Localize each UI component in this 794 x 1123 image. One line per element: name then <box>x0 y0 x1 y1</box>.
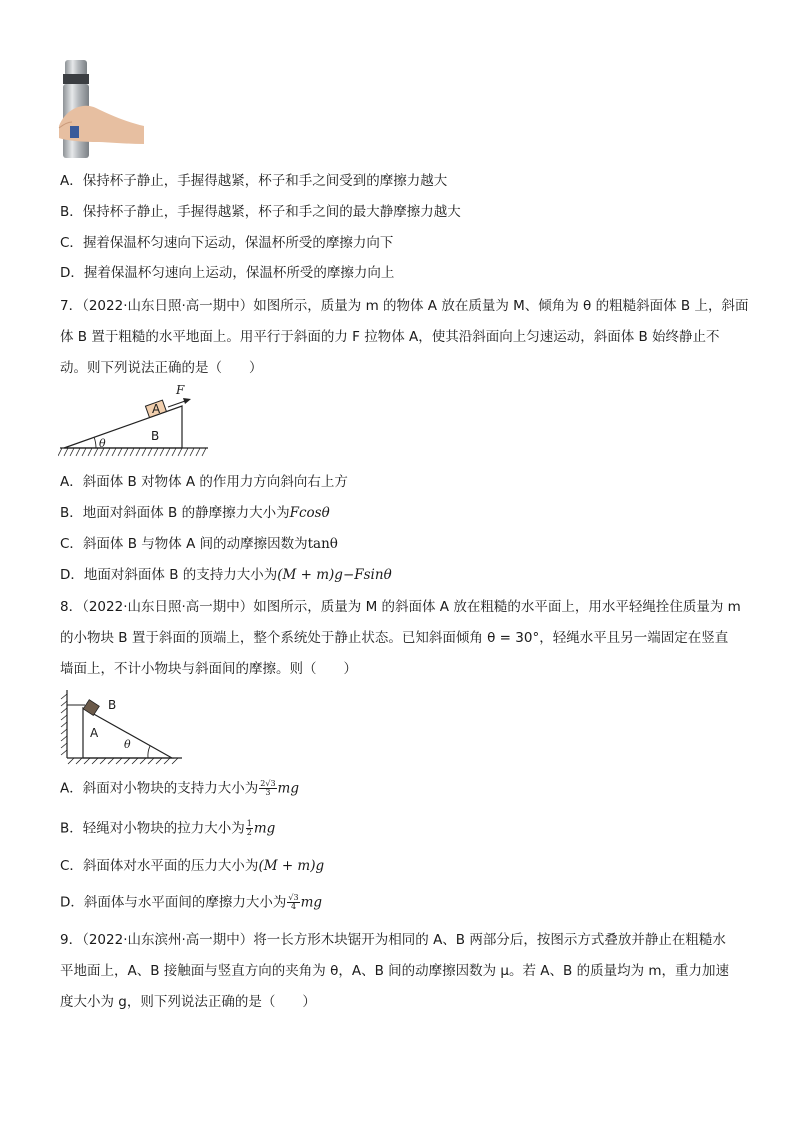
q8-option-c: C．斜面体对水平面的压力大小为(M + m)g <box>60 858 325 874</box>
q8-stem-line1: 8．（2022·山东日照·高一期中）如图所示，质量为 M 的斜面体 A 放在粗糙的水平面上，用水平轻绳拴住质量为 m <box>60 599 741 615</box>
q7-label-theta: θ <box>99 437 106 450</box>
q7-option-d: D．地面对斜面体 B 的支持力大小为(M + m)g−Fsinθ <box>60 567 392 583</box>
q7-option-b: B．地面对斜面体 B 的静摩擦力大小为Fcosθ <box>60 505 330 521</box>
q6-option-b: B．保持杯子静止，手握得越紧，杯子和手之间的最大静摩擦力越大 <box>60 204 461 220</box>
q6-option-c: C．握着保温杯匀速向下运动，保温杯所受的摩擦力向下 <box>60 235 394 251</box>
q7-stem-line3: 动。则下列说法正确的是（ ） <box>60 360 263 376</box>
q6-option-d: D．握着保温杯匀速向上运动，保温杯所受的摩擦力向上 <box>60 265 395 281</box>
q8-wall-incline-diagram <box>58 686 188 766</box>
q7-label-B: B <box>151 429 160 443</box>
q8-option-a: A．斜面对小物块的支持力大小为 $\frac{2√3}{3}$ mg <box>60 779 299 797</box>
q9-stem-line2: 平地面上，A、B 接触面与竖直方向的夹角为 θ，A、B 间的动摩擦因数为 μ。若 A、B 的质量均为 m，重力加速 <box>60 963 730 979</box>
q8-option-b: B．轻绳对小物块的拉力大小为 $\frac{1}{2}$ mg <box>60 819 276 837</box>
q8-label-theta: θ <box>124 738 131 751</box>
q8-label-A: A <box>90 726 99 740</box>
q8-label-B: B <box>108 698 117 712</box>
q8-stem-line2: 的小物块 B 置于斜面的顶端上，整个系统处于静止状态。已知斜面倾角 θ = 30°，轻绳水平且另一端固定在竖直 <box>60 630 729 646</box>
q7-label-F: F <box>176 383 185 397</box>
q7-stem-line2: 体 B 置于粗糙的水平地面上。用平行于斜面的力 F 拉物体 A，使其沿斜面向上匀速运动，斜面体 B 始终静止不 <box>60 329 720 345</box>
q7-option-a: A．斜面体 B 对物体 A 的作用力方向斜向右上方 <box>60 474 348 490</box>
q6-option-a: A．保持杯子静止，手握得越紧，杯子和手之间受到的摩擦力越大 <box>60 173 448 189</box>
q7-option-c: C．斜面体 B 与物体 A 间的动摩擦因数为tanθ <box>60 536 338 552</box>
thermos-hand-photo <box>56 56 146 162</box>
q9-stem-line1: 9．（2022·山东滨州·高一期中）将一长方形木块锯开为相同的 A、B 两部分后，按图示方式叠放并静止在粗糙水 <box>60 932 726 948</box>
q7-incline-diagram <box>58 382 218 462</box>
q9-stem-line3: 度大小为 g，则下列说法正确的是（ ） <box>60 994 316 1010</box>
q7-label-A: A <box>152 402 161 416</box>
q8-option-d: D．斜面体与水平面间的摩擦力大小为 $\frac{√3}{4}$ mg <box>60 893 323 911</box>
q7-stem-line1: 7．（2022·山东日照·高一期中）如图所示，质量为 m 的物体 A 放在质量为 M、倾角为 θ 的粗糙斜面体 B 上，斜面 <box>60 298 749 314</box>
q8-stem-line3: 墙面上，不计小物块与斜面间的摩擦。则（ ） <box>60 661 357 677</box>
